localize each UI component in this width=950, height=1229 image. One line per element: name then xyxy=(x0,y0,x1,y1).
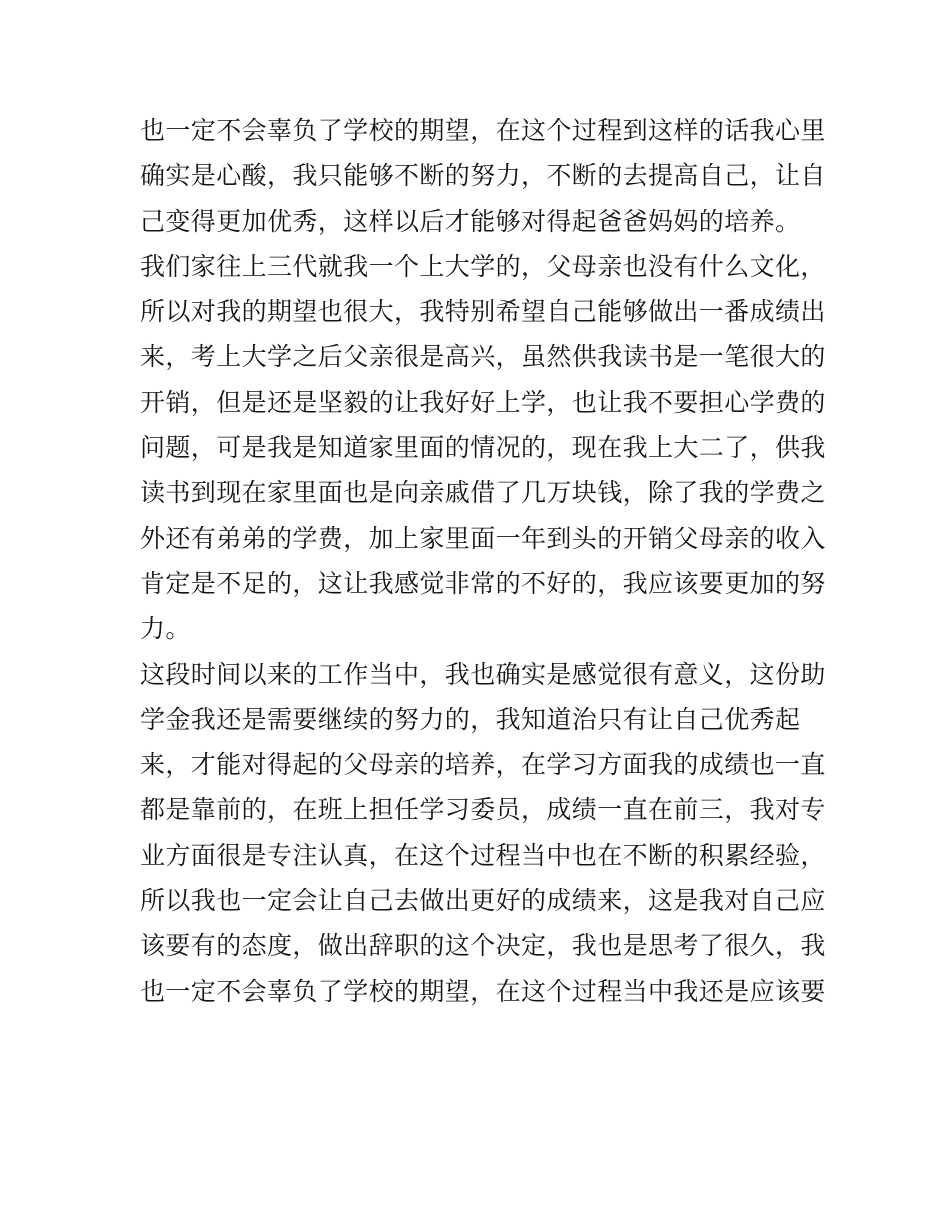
text-line: 肯定是不足的，这让我感觉非常的不好的，我应该要更加的努 xyxy=(140,568,826,598)
text-line: 来，才能对得起的父母亲的培养，在学习方面我的成绩也一直 xyxy=(140,750,826,780)
body-text xyxy=(140,108,826,1014)
text-line: 来，考上大学之后父亲很是高兴，虽然供我读书是一笔很大的 xyxy=(140,342,826,372)
text-line: 这段时间以来的工作当中，我也确实是感觉很有意义，这份助 xyxy=(140,659,826,689)
text-line: 我们家往上三代就我一个上大学的，父母亲也没有什么文化， xyxy=(140,251,826,281)
text-line: 问题，可是我是知道家里面的情况的，现在我上大二了，供我 xyxy=(140,433,826,463)
text-line: 所以对我的期望也很大，我特别希望自己能够做出一番成绩出 xyxy=(140,297,826,327)
text-line: 也一定不会辜负了学校的期望，在这个过程当中我还是应该要 xyxy=(140,976,826,1006)
text-line: 所以我也一定会让自己去做出更好的成绩来，这是我对自己应 xyxy=(140,886,826,916)
text-line: 外还有弟弟的学费，加上家里面一年到头的开销父母亲的收入 xyxy=(140,523,826,553)
text-line: 力。 xyxy=(140,614,191,644)
text-line: 都是靠前的，在班上担任学习委员，成绩一直在前三，我对专 xyxy=(140,795,826,825)
text-line: 业方面很是专注认真，在这个过程当中也在不断的积累经验， xyxy=(140,840,826,870)
text-line: 己变得更加优秀，这样以后才能够对得起爸爸妈妈的培养。 xyxy=(140,206,801,236)
text-line: 读书到现在家里面也是向亲戚借了几万块钱，除了我的学费之 xyxy=(140,478,826,508)
text-line: 确实是心酸，我只能够不断的努力，不断的去提高自己，让自 xyxy=(140,161,826,191)
text-line: 学金我还是需要继续的努力的，我知道治只有让自己优秀起 xyxy=(140,704,801,734)
text-line: 该要有的态度，做出辞职的这个决定，我也是思考了很久，我 xyxy=(140,931,826,961)
text-line: 开销，但是还是坚毅的让我好好上学，也让我不要担心学费的 xyxy=(140,387,826,417)
text-line: 也一定不会辜负了学校的期望，在这个过程到这样的话我心里 xyxy=(140,116,826,145)
